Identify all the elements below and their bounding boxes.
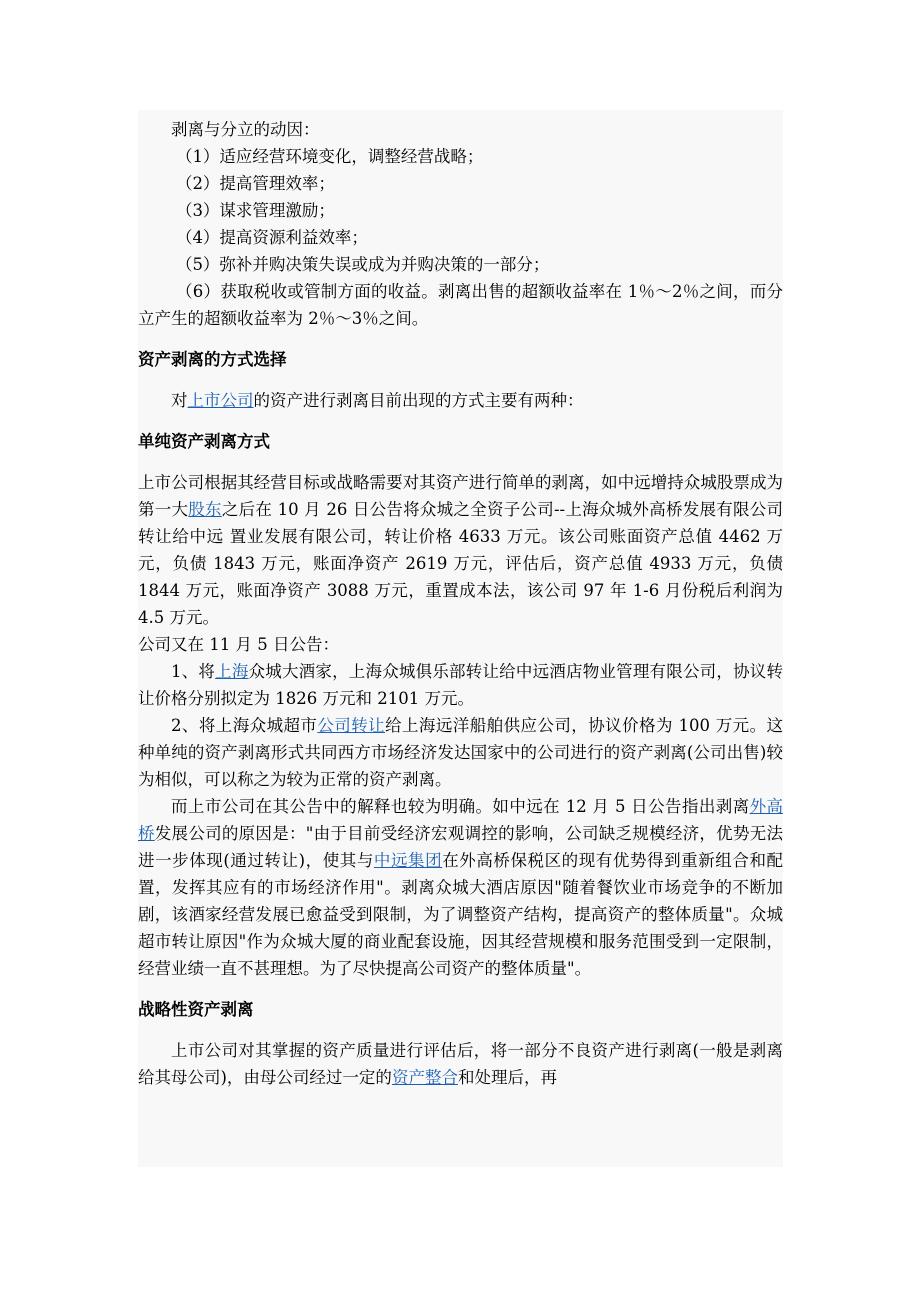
paragraph [138,658,783,712]
paragraph: 公司又在 11 月 5 日公告： [138,635,339,654]
text-run: 而上市公司在其公告中的解释也较为明确。如中远在 12 月 5 日公告指出剥离 [171,797,750,816]
link-asset-integration[interactable]: 资产整合 [391,1068,458,1087]
text-run: 之后在 10 月 26 日公告将众城之全资子公司--上海众城外高桥发展有限公司转让给中远 置业发展有限公司，转让价格 4633 万元。该公司账面资产总值 4462 万元，负债 1843 万元，账面净资产 2619 万元，评估后，资产总值 4933 万元，负债 1844 万元，账面净资产 3088 万元，重置成本法，该公司 97 年 1-6 月份税后利润为 4.5 万元。 [138,500,784,627]
link-company-transfer[interactable]: 公司转让 [317,716,386,735]
paragraph [138,1037,783,1091]
text-run: 的资产进行剥离目前出现的方式主要有两种： [253,391,584,410]
text-run: 和处理后，再 [457,1068,557,1087]
text-run: 发展公司的原因是："由于目前受经济宏观调控的影响，公司缺乏规模经济，优势无法进一步体现(通过转让)，使其与 [138,824,784,870]
list-item: （3）谋求管理激励； [175,201,335,220]
section-title: 剥离与分立的动因： [171,120,320,139]
list-item: （6）获取税收或管制方面的收益。剥离出售的超额收益率在 1％～2％之间，而分立产生的超额收益率为 2％～3％之间。 [138,282,783,328]
paragraph [138,387,783,414]
heading-asset-divestiture-methods: 资产剥离的方式选择 [138,350,287,369]
document-body [138,110,783,1167]
text-run: 在外高桥保税区的现有优势得到重新组合和配置，发挥其应有的市场经济作用"。剥离众城大酒店原因"随着餐饮业市场竞争的不断加剧，该酒家经营发展已愈益受到限制，为了调整资产结构，提高资产的整体质量"。众城超市转让原因"作为众城大厦的商业配套设施，因其经营规模和服务范围受到一定限制，经营业绩一直不甚理想。为了尽快提高公司资产的整体质量"。 [138,851,784,978]
link-waigaoqiao[interactable]: 外高桥 [138,797,783,843]
text-run: 上市公司对其掌握的资产质量进行评估后，将一部分不良资产进行剥离(一般是剥离给其母公司)，由母公司经过一定的 [138,1041,783,1087]
link-cosco-group[interactable]: 中远集团 [373,851,443,870]
list-item: （5）弥补并购决策失误或成为并购决策的一部分； [175,255,550,274]
text-run: 1、将 [171,662,216,681]
text-run: 上市公司根据其经营目标或战略需要对其资产进行简单的剥离，如中远增持众城股票成为第一大 [138,473,783,519]
paragraph [138,793,783,982]
paragraph [138,469,783,631]
heading-simple-divestiture: 单纯资产剥离方式 [138,432,270,451]
list-item: （1）适应经营环境变化，调整经营战略； [175,147,484,166]
heading-strategic-divestiture: 战略性资产剥离 [138,1000,254,1019]
text-run: 2、将上海众城超市 [171,716,318,735]
text-run: 对 [171,391,188,410]
list-item: （4）提高资源利益效率； [175,228,368,247]
text-run: 众城大酒家，上海众城俱乐部转让给中远酒店物业管理有限公司，协议转让价格分别拟定为 1826 万元和 2101 万元。 [138,662,784,708]
link-shareholder[interactable]: 股东 [188,500,222,519]
link-listed-company[interactable]: 上市公司 [187,391,254,410]
list-item: （2）提高管理效率； [175,174,335,193]
paragraph [138,712,783,793]
text-run: 给上海远洋船舶供应公司，协议价格为 100 万元。这种单纯的资产剥离形式共同西方市场经济发达国家中的公司进行的资产剥离(公司出售)较为相似，可以称之为较为正常的资产剥离。 [138,716,783,789]
link-shanghai[interactable]: 上海 [215,662,249,681]
